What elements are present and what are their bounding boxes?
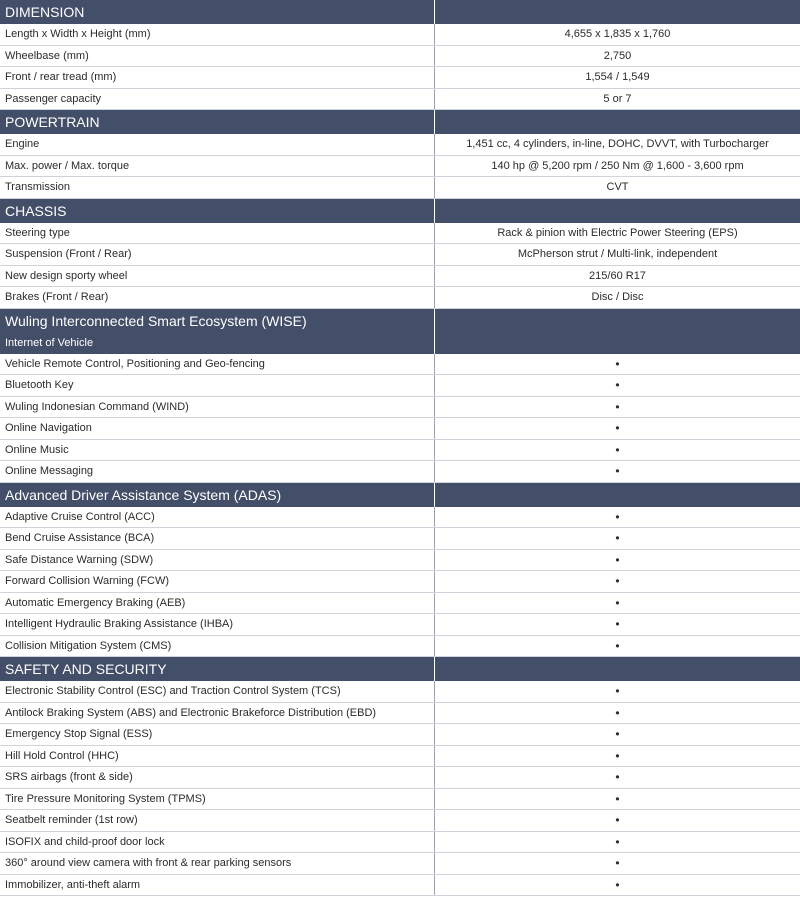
- section-header-wuling-interconnected-smart-ecosystem-wise: [0, 309, 800, 333]
- bullet-icon: •: [615, 509, 620, 524]
- spec-row: [0, 614, 800, 636]
- spec-value: CVT: [606, 181, 629, 194]
- bullet-icon: •: [615, 877, 620, 892]
- spec-value-cell: [435, 810, 800, 831]
- spec-row: [0, 375, 800, 397]
- section-header-powertrain: [0, 110, 800, 134]
- spec-value-cell: [435, 593, 800, 614]
- spec-value-cell: [435, 507, 800, 528]
- bullet-icon: •: [615, 705, 620, 720]
- bullet-icon: •: [615, 856, 620, 871]
- spec-row: [0, 550, 800, 572]
- spec-row: [0, 89, 800, 111]
- spec-value: 1,554 / 1,549: [585, 71, 650, 84]
- spec-row: [0, 767, 800, 789]
- spec-value-cell: [435, 354, 800, 375]
- spec-value-cell: [435, 24, 800, 45]
- spec-value-cell: [435, 853, 800, 874]
- spec-label: Adaptive Cruise Control (ACC): [0, 507, 435, 528]
- spec-value: 2,750: [603, 49, 632, 62]
- spec-value-cell: [435, 703, 800, 724]
- spec-row: [0, 593, 800, 615]
- spec-row: [0, 746, 800, 768]
- bullet-icon: •: [615, 356, 620, 371]
- spec-row: [0, 134, 800, 156]
- spec-value: Rack & pinion with Electric Power Steering (EPS): [497, 226, 738, 239]
- spec-row: [0, 528, 800, 550]
- bullet-icon: •: [615, 552, 620, 567]
- section-header-advanced-driver-assistance-system-adas: [0, 483, 800, 507]
- spec-value-cell: [435, 287, 800, 308]
- section-title: SAFETY AND SECURITY: [0, 657, 435, 681]
- spec-label: Steering type: [0, 223, 435, 244]
- spec-label: Online Navigation: [0, 418, 435, 439]
- spec-row: [0, 177, 800, 199]
- spec-label: Length x Width x Height (mm): [0, 24, 435, 45]
- spec-label: Automatic Emergency Braking (AEB): [0, 593, 435, 614]
- bullet-icon: •: [615, 748, 620, 763]
- section-title: DIMENSION: [0, 0, 435, 24]
- spec-value: Disc / Disc: [591, 291, 644, 304]
- spec-value-cell: [435, 832, 800, 853]
- spec-value-cell: [435, 418, 800, 439]
- section-subheader: [0, 333, 800, 354]
- spec-label: Engine: [0, 134, 435, 155]
- bullet-icon: •: [615, 399, 620, 414]
- spec-row: [0, 244, 800, 266]
- spec-row: [0, 418, 800, 440]
- spec-label: Front / rear tread (mm): [0, 67, 435, 88]
- spec-value: 215/60 R17: [589, 269, 646, 282]
- spec-label: Wuling Indonesian Command (WIND): [0, 397, 435, 418]
- spec-row: [0, 287, 800, 309]
- bullet-icon: •: [615, 770, 620, 785]
- spec-value: McPherson strut / Multi-link, independent: [517, 248, 718, 261]
- spec-row: [0, 853, 800, 875]
- spec-row: [0, 681, 800, 703]
- spec-label: Electronic Stability Control (ESC) and Traction Control System (TCS): [0, 681, 435, 702]
- spec-value-cell: [435, 767, 800, 788]
- spec-value-cell: [435, 789, 800, 810]
- spec-label: Wheelbase (mm): [0, 46, 435, 67]
- spec-value-cell: [435, 614, 800, 635]
- spec-label: 360° around view camera with front & rear parking sensors: [0, 853, 435, 874]
- bullet-icon: •: [615, 617, 620, 632]
- bullet-icon: •: [615, 595, 620, 610]
- spec-row: [0, 440, 800, 462]
- section-header-value-cell: [435, 657, 800, 681]
- spec-row: [0, 24, 800, 46]
- spec-value-cell: [435, 89, 800, 110]
- spec-value: 140 hp @ 5,200 rpm / 250 Nm @ 1,600 - 3,600 rpm: [491, 159, 744, 172]
- spec-value-cell: [435, 266, 800, 287]
- bullet-icon: •: [615, 378, 620, 393]
- spec-value-cell: [435, 461, 800, 482]
- spec-row: [0, 156, 800, 178]
- spec-value: 4,655 x 1,835 x 1,760: [564, 28, 671, 41]
- spec-row: [0, 832, 800, 854]
- spec-label: New design sporty wheel: [0, 266, 435, 287]
- spec-value-cell: [435, 177, 800, 198]
- spec-row: [0, 397, 800, 419]
- bullet-icon: •: [615, 834, 620, 849]
- spec-value-cell: [435, 156, 800, 177]
- spec-value-cell: [435, 223, 800, 244]
- bullet-icon: •: [615, 727, 620, 742]
- spec-row: [0, 724, 800, 746]
- spec-label: Passenger capacity: [0, 89, 435, 110]
- spec-label: Suspension (Front / Rear): [0, 244, 435, 265]
- spec-label: Transmission: [0, 177, 435, 198]
- spec-row: [0, 223, 800, 245]
- bullet-icon: •: [615, 442, 620, 457]
- spec-value-cell: [435, 397, 800, 418]
- spec-label: Vehicle Remote Control, Positioning and Geo-fencing: [0, 354, 435, 375]
- spec-row: [0, 636, 800, 658]
- spec-label: Max. power / Max. torque: [0, 156, 435, 177]
- spec-row: [0, 789, 800, 811]
- spec-value: 5 or 7: [603, 92, 632, 105]
- section-title: Wuling Interconnected Smart Ecosystem (WISE): [0, 309, 435, 333]
- spec-label: Safe Distance Warning (SDW): [0, 550, 435, 571]
- spec-value-cell: [435, 46, 800, 67]
- spec-row: [0, 266, 800, 288]
- spec-row: [0, 703, 800, 725]
- spec-value-cell: [435, 724, 800, 745]
- section-header-value-cell: [435, 110, 800, 134]
- spec-label: Brakes (Front / Rear): [0, 287, 435, 308]
- spec-value-cell: [435, 875, 800, 896]
- spec-row: [0, 354, 800, 376]
- section-title: Advanced Driver Assistance System (ADAS): [0, 483, 435, 507]
- section-header-safety-and-security: [0, 657, 800, 681]
- spec-value: 1,451 cc, 4 cylinders, in-line, DOHC, DVVT, with Turbocharger: [466, 138, 769, 151]
- section-header-chassis: [0, 199, 800, 223]
- spec-label: Immobilizer, anti-theft alarm: [0, 875, 435, 896]
- spec-row: [0, 810, 800, 832]
- spec-value-cell: [435, 375, 800, 396]
- bullet-icon: •: [615, 574, 620, 589]
- bullet-icon: •: [615, 813, 620, 828]
- spec-value-cell: [435, 681, 800, 702]
- spec-row: [0, 46, 800, 68]
- spec-value-cell: [435, 528, 800, 549]
- section-header-value-cell: [435, 0, 800, 24]
- section-subtitle: Internet of Vehicle: [0, 333, 435, 354]
- spec-label: Antilock Braking System (ABS) and Electronic Brakeforce Distribution (EBD): [0, 703, 435, 724]
- spec-label: Bluetooth Key: [0, 375, 435, 396]
- section-header-value-cell: [435, 199, 800, 223]
- section-title: CHASSIS: [0, 199, 435, 223]
- section-subheader-value-cell: [435, 333, 800, 354]
- bullet-icon: •: [615, 531, 620, 546]
- spec-value-cell: [435, 440, 800, 461]
- bullet-icon: •: [615, 791, 620, 806]
- spec-value-cell: [435, 244, 800, 265]
- spec-label: Emergency Stop Signal (ESS): [0, 724, 435, 745]
- spec-value-cell: [435, 67, 800, 88]
- bullet-icon: •: [615, 464, 620, 479]
- spec-row: [0, 67, 800, 89]
- spec-value-cell: [435, 550, 800, 571]
- spec-row: [0, 461, 800, 483]
- spec-row: [0, 875, 800, 897]
- spec-label: Online Music: [0, 440, 435, 461]
- spec-row: [0, 507, 800, 529]
- spec-label: Hill Hold Control (HHC): [0, 746, 435, 767]
- spec-value-cell: [435, 636, 800, 657]
- spec-label: Forward Collision Warning (FCW): [0, 571, 435, 592]
- section-header-value-cell: [435, 309, 800, 333]
- spec-label: Seatbelt reminder (1st row): [0, 810, 435, 831]
- section-header-value-cell: [435, 483, 800, 507]
- spec-label: Online Messaging: [0, 461, 435, 482]
- spec-label: Bend Cruise Assistance (BCA): [0, 528, 435, 549]
- spec-value-cell: [435, 746, 800, 767]
- bullet-icon: •: [615, 684, 620, 699]
- spec-row: [0, 571, 800, 593]
- section-title: POWERTRAIN: [0, 110, 435, 134]
- bullet-icon: •: [615, 421, 620, 436]
- section-header-dimension: [0, 0, 800, 24]
- bullet-icon: •: [615, 638, 620, 653]
- spec-label: Collision Mitigation System (CMS): [0, 636, 435, 657]
- spec-label: ISOFIX and child-proof door lock: [0, 832, 435, 853]
- spec-value-cell: [435, 134, 800, 155]
- spec-value-cell: [435, 571, 800, 592]
- spec-label: Tire Pressure Monitoring System (TPMS): [0, 789, 435, 810]
- spec-label: Intelligent Hydraulic Braking Assistance (IHBA): [0, 614, 435, 635]
- spec-label: SRS airbags (front & side): [0, 767, 435, 788]
